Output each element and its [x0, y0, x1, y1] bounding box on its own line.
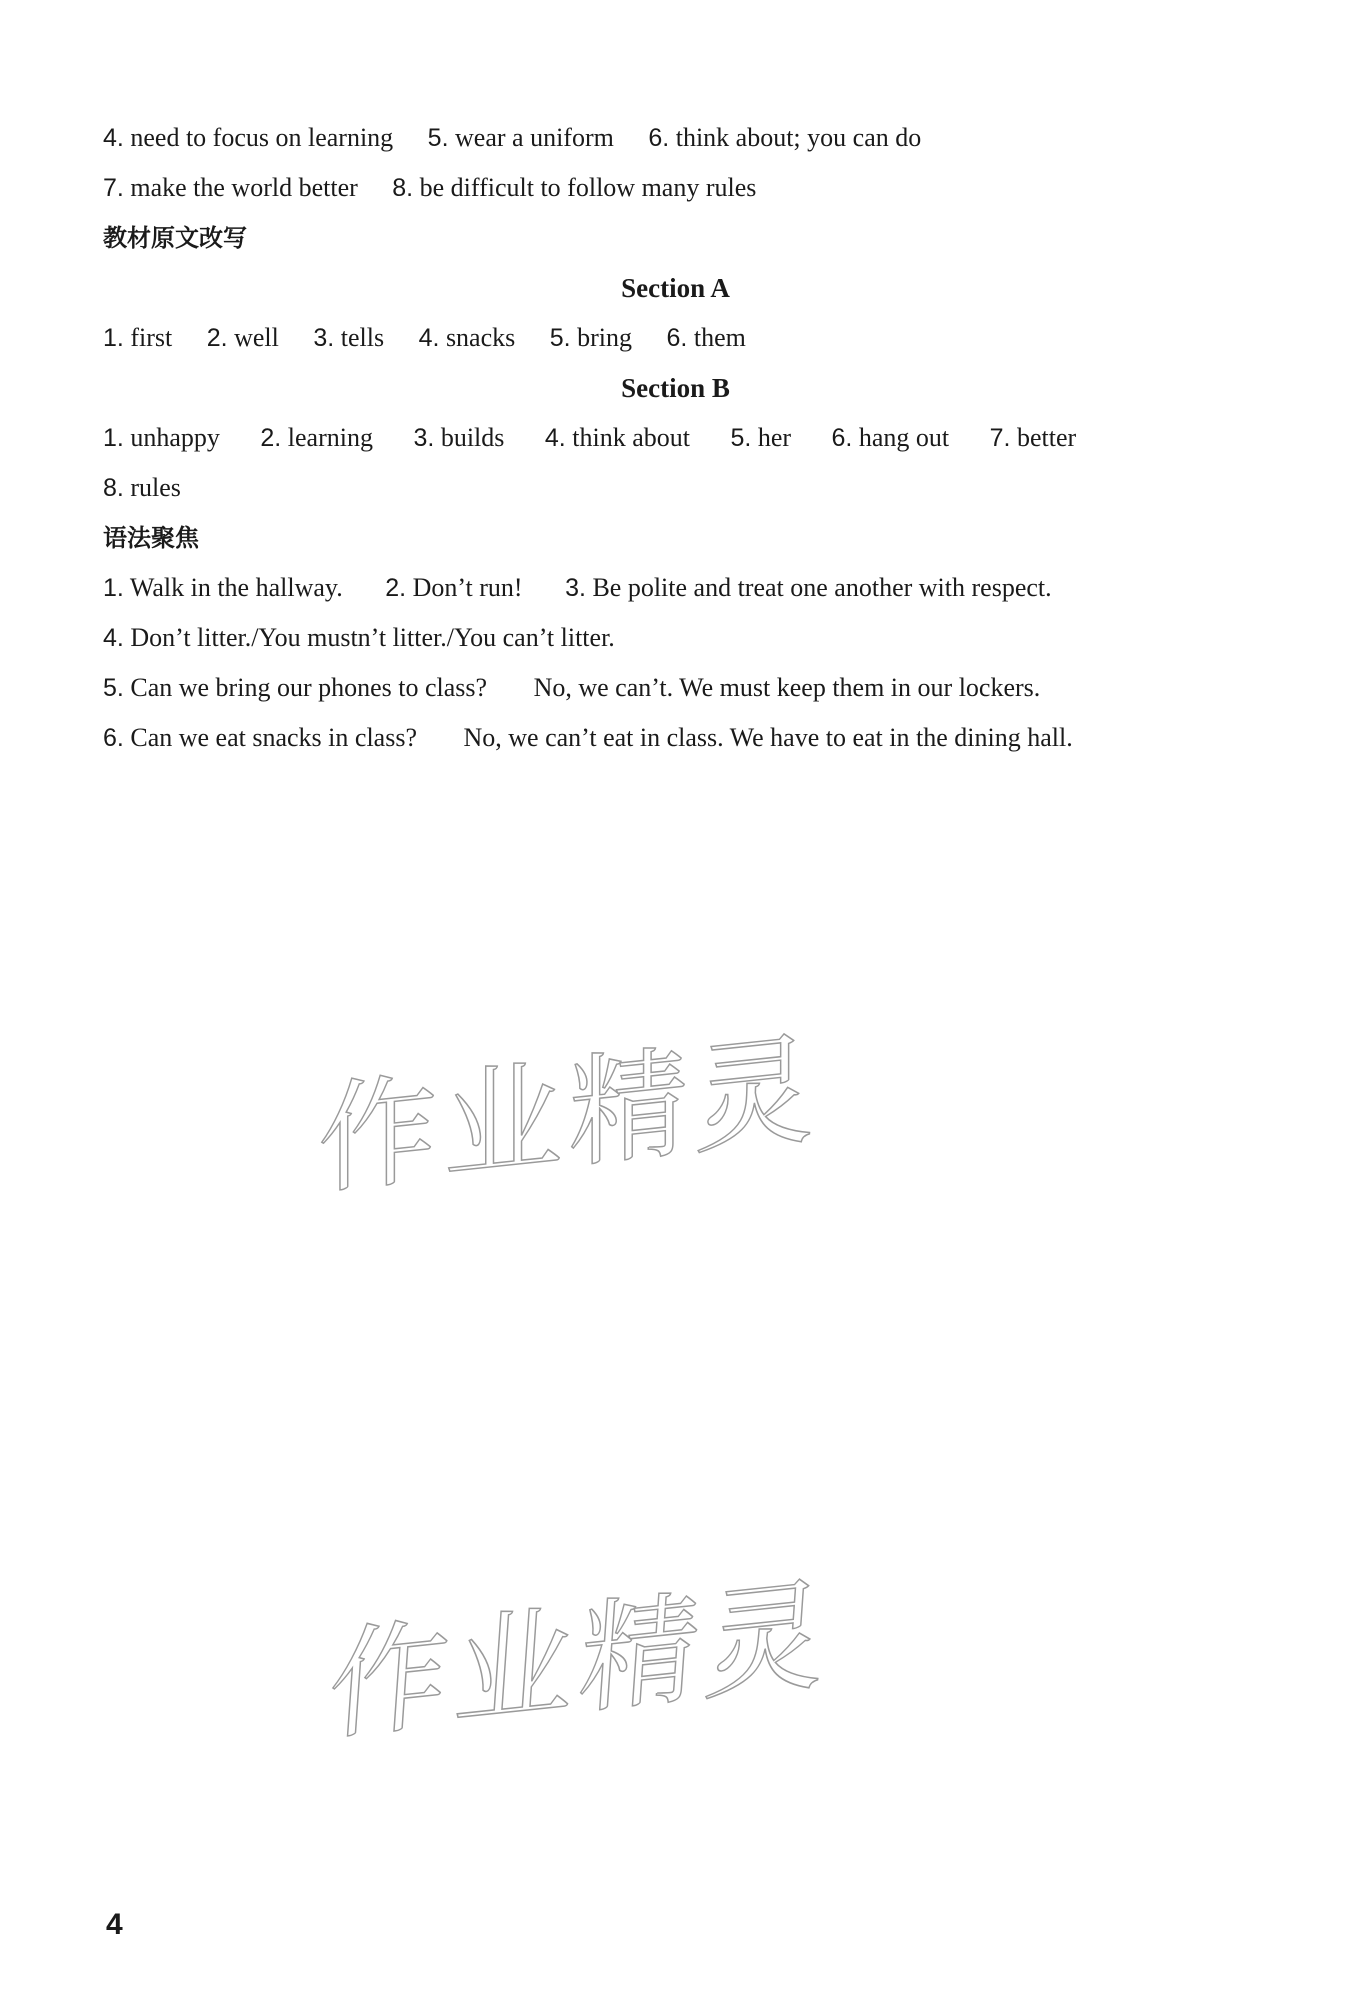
- item-number: 2.: [206, 324, 228, 352]
- section-b-answers-row-1: [103, 422, 1076, 454]
- item-text: Can we bring our phones to class?: [130, 673, 488, 702]
- item-number: 8.: [103, 474, 124, 502]
- page-number: 4: [106, 1908, 123, 1941]
- item-number: 1.: [103, 424, 124, 452]
- item-text: need to focus on learning: [130, 123, 394, 152]
- section-b-answers-row-2: [103, 472, 181, 504]
- item-number: 6.: [666, 324, 688, 352]
- answer-line-1: [103, 122, 921, 154]
- item-number: 4.: [103, 624, 124, 652]
- item-number: 1.: [103, 574, 124, 602]
- answer-line-2: [103, 172, 756, 204]
- grammar-row-5: [103, 672, 1040, 704]
- item-number: 6.: [103, 724, 124, 752]
- item-number: 5.: [103, 674, 124, 702]
- item-text: first: [130, 323, 173, 352]
- item-number: 4.: [103, 124, 124, 152]
- grammar-row-1: [103, 572, 1052, 604]
- item-text: be difficult to follow many rules: [419, 173, 757, 202]
- item-number: 3.: [413, 424, 435, 452]
- watermark: 作业精灵: [324, 1564, 836, 1759]
- item-text: Walk in the hallway.: [129, 573, 343, 602]
- section-a-answers: [103, 322, 746, 354]
- item-number: 6.: [648, 124, 670, 152]
- grammar-row-6: [103, 722, 1073, 754]
- item-number: 6.: [831, 424, 853, 452]
- item-text: builds: [440, 423, 505, 452]
- item-number: 1.: [103, 324, 124, 352]
- item-text: them: [693, 323, 746, 352]
- item-text: hang out: [858, 423, 950, 452]
- section-b-heading: Section B: [621, 373, 730, 403]
- item-text: better: [1017, 423, 1077, 452]
- item-number: 5.: [730, 424, 752, 452]
- item-answer: No, we can’t. We must keep them in our lockers.: [533, 673, 1041, 702]
- item-text: think about; you can do: [675, 123, 922, 152]
- item-text: snacks: [445, 323, 516, 352]
- item-text: rules: [130, 473, 181, 502]
- item-number: 5.: [427, 124, 449, 152]
- item-text: unhappy: [130, 423, 220, 452]
- item-number: 3.: [565, 574, 586, 602]
- grammar-row-4: [103, 622, 615, 654]
- item-text: well: [234, 323, 279, 352]
- item-text: bring: [577, 323, 633, 352]
- item-number: 2.: [260, 424, 282, 452]
- item-text: think about: [572, 423, 690, 452]
- item-text: wear a uniform: [455, 123, 614, 152]
- item-answer: No, we can’t eat in class. We have to eat in the dining hall.: [463, 723, 1073, 752]
- section-a-heading: Section A: [621, 273, 730, 303]
- item-number: 8.: [392, 174, 414, 202]
- item-text: Don’t run!: [412, 573, 523, 602]
- watermark: 作业精灵: [318, 1019, 820, 1212]
- item-number: 7.: [103, 174, 124, 202]
- item-number: 5.: [549, 324, 571, 352]
- item-number: 4.: [418, 324, 440, 352]
- item-text: Be polite and treat one another with respect.: [592, 573, 1052, 602]
- item-text: learning: [287, 423, 373, 452]
- item-number: 4.: [544, 424, 566, 452]
- item-text: tells: [340, 323, 385, 352]
- item-number: 3.: [313, 324, 335, 352]
- heading-grammar-focus: 语法聚焦: [103, 524, 199, 552]
- item-number: 2.: [385, 574, 407, 602]
- item-text: Can we eat snacks in class?: [130, 723, 417, 752]
- item-text: her: [757, 423, 792, 452]
- item-text: make the world better: [130, 173, 358, 202]
- item-number: 7.: [989, 424, 1011, 452]
- heading-textbook-rewrite: 教材原文改写: [103, 224, 247, 252]
- item-text: Don’t litter./You mustn’t litter./You can’t litter.: [130, 623, 615, 652]
